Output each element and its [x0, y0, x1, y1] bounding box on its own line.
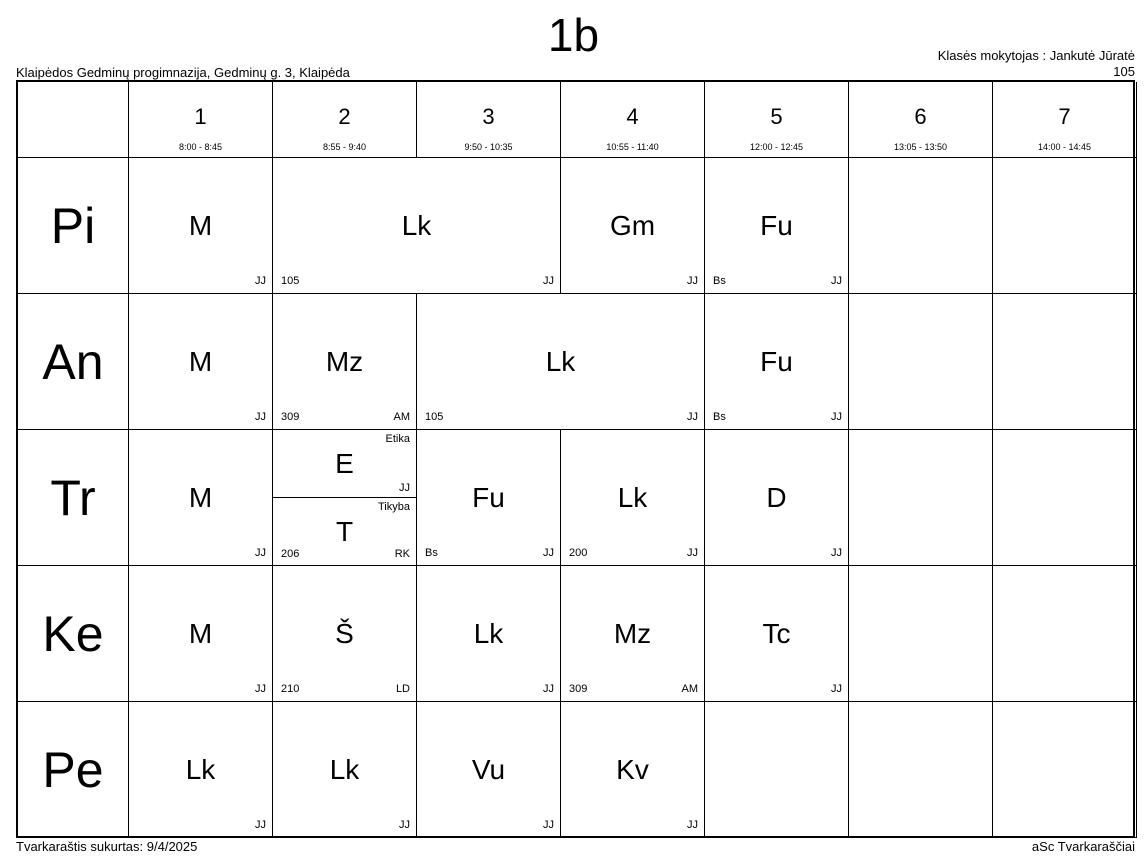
lesson-subject: Fu	[472, 481, 505, 513]
lesson-teacher: AM	[393, 411, 410, 423]
lesson-cell[interactable]	[705, 294, 849, 430]
period-time: 13:05 - 13:50	[893, 142, 948, 152]
lesson-subject: Mz	[613, 617, 652, 649]
home-room: 105	[1113, 64, 1135, 79]
day-label: Tr	[50, 469, 96, 526]
empty-cell	[993, 702, 1137, 838]
lesson-cell[interactable]	[705, 158, 849, 294]
lesson-teacher: JJ	[831, 683, 842, 695]
lesson-teacher: JJ	[687, 819, 698, 831]
lesson-room: Bs	[713, 411, 726, 423]
corner-cell	[18, 82, 129, 158]
day-cell-an	[18, 294, 129, 430]
period-number: 1	[194, 104, 207, 129]
lesson-group-name: Tikyba	[378, 501, 410, 513]
period-time: 8:00 - 8:45	[178, 142, 223, 152]
lesson-cell[interactable]	[129, 566, 273, 702]
lesson-subject: M	[188, 481, 213, 513]
lesson-cell[interactable]	[129, 158, 273, 294]
lesson-cell[interactable]	[417, 566, 561, 702]
lesson-teacher: JJ	[543, 275, 554, 287]
lesson-cell[interactable]	[705, 430, 849, 566]
lesson-teacher: JJ	[255, 275, 266, 287]
school-name: Klaipėdos Gedminų progimnazija, Gedminų g. 3, Klaipėda	[16, 65, 350, 80]
period-number: 3	[482, 104, 495, 129]
lesson-cell[interactable]	[417, 702, 561, 838]
lesson-room: 309	[569, 683, 588, 695]
class-title: 1b	[547, 9, 600, 61]
period-number: 4	[626, 104, 639, 129]
lesson-subject: Vu	[471, 753, 506, 785]
lesson-teacher: JJ	[255, 547, 266, 559]
lesson-room: 210	[281, 683, 300, 695]
lesson-cell[interactable]	[129, 702, 273, 838]
lesson-room: Bs	[425, 547, 438, 559]
lesson-cell[interactable]	[417, 294, 705, 430]
lesson-teacher: JJ	[543, 819, 554, 831]
created-date: Tvarkaraštis sukurtas: 9/4/2025	[16, 839, 198, 854]
lesson-teacher: AM	[681, 683, 698, 695]
empty-cell	[849, 702, 993, 838]
lesson-teacher: JJ	[543, 683, 554, 695]
period-time: 8:55 - 9:40	[322, 142, 367, 152]
lesson-cell[interactable]	[417, 430, 561, 566]
lesson-teacher: JJ	[687, 411, 698, 423]
period-header-2	[273, 82, 417, 158]
class-teacher-label: Klasės mokytojas : Jankutė Jūratė	[937, 48, 1135, 63]
lesson-subject: Gm	[609, 209, 656, 241]
period-header-6	[849, 82, 993, 158]
period-time: 9:50 - 10:35	[464, 142, 513, 152]
lesson-cell[interactable]	[273, 566, 417, 702]
lesson-room: 105	[281, 275, 300, 287]
lesson-teacher: JJ	[255, 683, 266, 695]
lesson-subject: D	[766, 481, 787, 513]
lesson-subject: Tc	[762, 617, 791, 649]
period-header-4	[561, 82, 705, 158]
lesson-subject: M	[188, 617, 213, 649]
empty-cell	[849, 158, 993, 294]
lesson-cell[interactable]	[705, 566, 849, 702]
period-time: 10:55 - 11:40	[606, 142, 659, 152]
empty-cell	[993, 430, 1137, 566]
lesson-subject: Lk	[545, 345, 576, 377]
timetable-grid	[16, 80, 1135, 838]
day-label: An	[42, 333, 104, 390]
lesson-room: 105	[425, 411, 444, 423]
empty-cell	[993, 158, 1137, 294]
lesson-subject: M	[188, 209, 213, 241]
lesson-cell[interactable]	[561, 702, 705, 838]
lesson-subject: Lk	[329, 753, 360, 785]
lesson-cell[interactable]	[273, 430, 417, 566]
class-teacher-info	[938, 48, 1135, 80]
day-cell-pe	[18, 702, 129, 838]
lesson-cell[interactable]	[273, 158, 561, 294]
lesson-teacher: JJ	[687, 275, 698, 287]
lesson-subject: E	[335, 448, 354, 479]
period-number: 6	[914, 104, 927, 129]
empty-cell	[849, 430, 993, 566]
lesson-subject: Lk	[617, 481, 648, 513]
period-time: 14:00 - 14:45	[1037, 142, 1092, 152]
lesson-cell[interactable]	[273, 702, 417, 838]
lesson-cell[interactable]	[561, 158, 705, 294]
lesson-subject: Lk	[401, 209, 432, 241]
lesson-subject: Lk	[185, 753, 216, 785]
period-number: 7	[1058, 104, 1071, 129]
lesson-cell[interactable]	[561, 566, 705, 702]
lesson-subject: M	[188, 345, 213, 377]
lesson-teacher: JJ	[831, 411, 842, 423]
lesson-group[interactable]	[273, 430, 416, 498]
lesson-subject: Lk	[473, 617, 504, 649]
lesson-group-name: Etika	[385, 433, 410, 445]
lesson-cell[interactable]	[129, 430, 273, 566]
lesson-group[interactable]	[273, 498, 416, 566]
lesson-teacher: JJ	[399, 482, 410, 494]
lesson-subject: Š	[335, 617, 354, 649]
lesson-subject: T	[335, 516, 354, 547]
lesson-teacher: JJ	[831, 547, 842, 559]
lesson-teacher: JJ	[255, 411, 266, 423]
lesson-subject: Kv	[616, 753, 649, 785]
lesson-teacher: LD	[395, 683, 410, 695]
day-label: Ke	[42, 605, 104, 662]
lesson-teacher: RK	[394, 548, 410, 560]
day-cell-pi	[18, 158, 129, 294]
period-header-7	[993, 82, 1137, 158]
day-cell-tr	[18, 430, 129, 566]
empty-cell	[993, 566, 1137, 702]
lesson-teacher: JJ	[831, 275, 842, 287]
empty-cell	[993, 294, 1137, 430]
period-header-3	[417, 82, 561, 158]
lesson-cell[interactable]	[561, 430, 705, 566]
lesson-cell[interactable]	[129, 294, 273, 430]
software-name: aSc Tvarkaraščiai	[1031, 839, 1135, 854]
lesson-teacher: JJ	[543, 547, 554, 559]
period-number: 5	[770, 104, 783, 129]
lesson-room: 206	[281, 548, 300, 560]
lesson-subject: Mz	[325, 345, 364, 377]
lesson-room: 309	[281, 411, 300, 423]
lesson-room: 200	[569, 547, 588, 559]
lesson-cell[interactable]	[273, 294, 417, 430]
lesson-teacher: JJ	[255, 819, 266, 831]
day-label: Pi	[50, 197, 96, 254]
empty-cell	[849, 566, 993, 702]
empty-cell	[849, 294, 993, 430]
lesson-teacher: JJ	[399, 819, 410, 831]
lesson-subject: Fu	[760, 345, 793, 377]
period-header-5	[705, 82, 849, 158]
period-header-1	[129, 82, 273, 158]
period-time: 12:00 - 12:45	[749, 142, 804, 152]
period-number: 2	[338, 104, 351, 129]
day-label: Pe	[42, 741, 104, 798]
lesson-teacher: JJ	[687, 547, 698, 559]
lesson-room: Bs	[713, 275, 726, 287]
lesson-subject: Fu	[760, 209, 793, 241]
empty-cell	[705, 702, 849, 838]
day-cell-ke	[18, 566, 129, 702]
